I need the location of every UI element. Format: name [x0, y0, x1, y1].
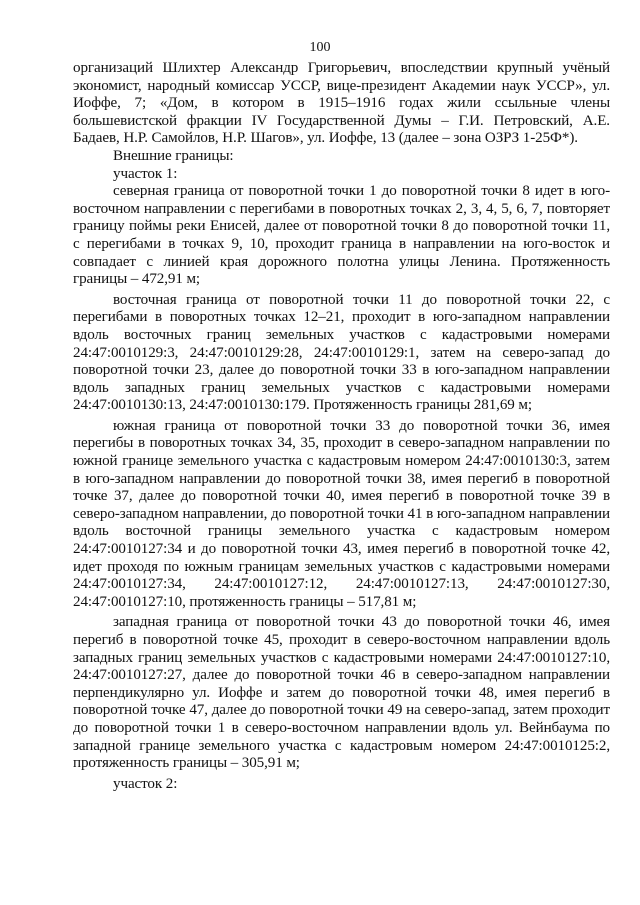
south-border-paragraph: южная граница от поворотной точки 33 до поворотной точки 36, имея перегибы в поворотных точках 34, 35, проходит в северо-западном направлении по южной границе земельного участка с кадастровым номером 24:47:0010130:3, затем в юго-западном направлении до поворотной точки 38, имея перегиб в поворотной точке 37, далее до поворотной точки 40, имея перегиб в поворотной точке 39 в северо-западном направлении, до поворотной точки 41 в юго-западном направлении вдоль восточной границы земельного участка с кадастровым номером 24:47:0010127:34 и до поворотной точки 43, имея перегиб в поворотной точке 42, идет проходя по южным границам земельных участков с кадастровыми номерами 24:47:0010127:34, 24:47:0010127:12, 24:47:0010127:13, 24:47:0010127:30, 24:47:0010127:10, протяженность границы – 517,81 м;	[73, 417, 610, 610]
intro-paragraph: организаций Шлихтер Александр Григорьевич, впоследствии крупный учёный экономист, народный комиссар УССР, вице-президент Академии наук УССР», ул. Иоффе, 7; «Дом, в котором в 1915–1916 годах жили ссыльные члены большевистской фракции IV Государственной Думы – Г.И. Петровский, А.Е. Бадаев, Н.Р. Самойлов, Н.Р. Шагов», ул. Иоффе, 13 (далее – зона ОЗРЗ 1-25Ф*).	[73, 60, 610, 147]
section-1-label: участок 1:	[113, 165, 178, 182]
west-border-paragraph: западная граница от поворотной точки 43 до поворотной точки 46, имея перегиб в поворотной точке 45, проходит в северо-восточном направлении вдоль западных границ земельных участков с кадастровыми номерами 24:47:0010127:10, 24:47:0010127:27, далее до поворотной точки 46 в северо-западном направлении перпендикулярно ул. Иоффе и затем до поворотной точки 48, имея перегиб в поворотной точке 47, далее до поворотной точки 49 на северо-запад, затем проходит до поворотной точки 1 в северо-восточном направлении вдоль ул. Вейнбаума по западной границе земельного участка с кадастровым номером 24:47:0010125:2, протяженность границы – 305,91 м;	[73, 614, 610, 772]
page-number: 100	[309, 40, 331, 55]
east-border-paragraph: восточная граница от поворотной точки 11 до поворотной точки 22, с перегибами в поворотных точках 12–21, проходит в юго-западном направлении вдоль восточных границ земельных участков с кадастровыми номерами 24:47:0010129:3, 24:47:0010129:28, 24:47:0010129:1, затем на северо-запад до поворотной точки 23, далее до поворотной точки 33 в юго-западном направлении вдоль западных границ земельных участков с кадастровыми номерами 24:47:0010130:13, 24:47:0010130:179. Протяженность границы 281,69 м;	[73, 291, 610, 414]
document-body	[73, 60, 610, 793]
external-borders-heading: Внешние границы:	[113, 147, 234, 164]
north-border-paragraph: северная граница от поворотной точки 1 до поворотной точки 8 идет в юго-восточном направлении с перегибами в поворотных точках 2, 3, 4, 5, 6, 7, повторяет границу поймы реки Енисей, далее от поворотной точки 8 до поворотной точки 11, с перегибами в точках 9, 10, проходит граница в направлении на юго-восток и совпадает с линией края дорожного полотна улицы Ленина. Протяженность границы – 472,91 м;	[73, 183, 610, 288]
section-2-label: участок 2:	[113, 775, 178, 792]
